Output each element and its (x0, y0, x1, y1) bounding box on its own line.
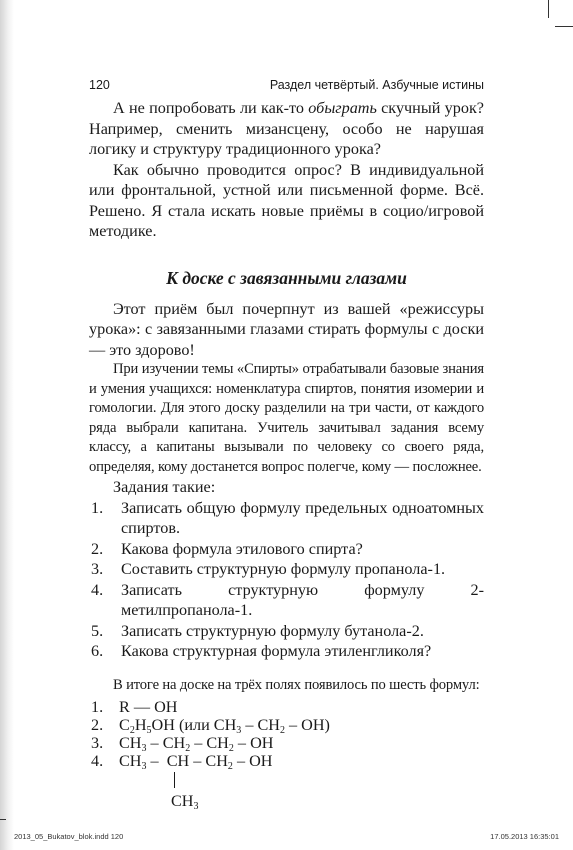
body-paragraph: При изучении темы «Спирты» отрабатывали базовые знания и умения учащихся: номенклатура спиртов, понятия изомерии и гомологии. Для этого доску разделили на три части, от каждого ряда выбрали капитана. Учитель зачитывал задания всему классу, а капитаны вызывали по человеку со своего ряда, определяя, кому достанется вопрос полегче, кому — посложнее. (89, 361, 484, 475)
intro-paragraph-2: Как обычно проводится опрос? В индивидуальной или фронтальной, устной или письменной форме. Всё. Решено. Я стала искать новые приёмы в социо/игровой методике. (89, 160, 484, 240)
crop-mark (0, 819, 6, 820)
list-item: 2. Какова формула этилового спирта? (91, 539, 363, 558)
quote-paragraph: Этот приём был почерпнут из вашей «режиссуры урока»: с завязанными глазами стирать формулы с доски — это здорово! (89, 299, 484, 359)
methyl-group: $CH_3$ (171, 792, 199, 812)
tasks-intro: Задания такие: (113, 478, 216, 496)
formula-3: 3. $CH_3 - CH_2 - CH_2$ – OH (91, 734, 274, 754)
intro-paragraph-1: А не попробовать ли как-то обыграть скучный урок? Например, сменить мизансцену, особо не нарушая логику и структуру традиционного урока? (89, 99, 484, 158)
file-name: 2013_05_Bukatov_blok.indd 120 (14, 832, 124, 841)
list-item: 4. Записать структурную формулу 2-метилпропанола-1. (91, 580, 484, 619)
list-item: 6. Какова структурная формула этиленгликоля? (91, 642, 432, 660)
emphasis: обыграть (308, 99, 377, 117)
list-item: 5. Записать структурную формулу бутанола-2. (91, 621, 424, 640)
print-datetime: 17.05.2013 16:35:01 (490, 832, 559, 841)
page-edge-shadow (0, 0, 14, 850)
formula-1: 1. R — OH (91, 698, 178, 716)
running-header (89, 78, 484, 96)
page-body (89, 98, 484, 812)
formula-2: 2. $C_2H_5OH$ (или $CH_3 - CH_2 - OH$) (91, 716, 330, 736)
result-paragraph: В итоге на доске на трёх полях появилось по шесть формул: (113, 676, 480, 693)
print-slug (14, 832, 559, 844)
page-number: 120 (89, 78, 110, 92)
crop-mark (548, 0, 549, 18)
formula-4: 4. $CH_3$ – CH – $CH_2$ – OH (91, 752, 273, 772)
formula-list (89, 698, 484, 812)
bond-line (174, 772, 175, 788)
list-item: 1. Записать общую формулу предельных одноатомных спиртов. (91, 498, 484, 537)
list-item: 3. Составить структурную формулу пропанола-1. (91, 560, 446, 578)
task-list (89, 498, 484, 662)
section-heading: К доске с завязанными глазами (166, 267, 407, 288)
formula-4-branch (89, 770, 484, 812)
section-title: Раздел четвёртый. Азбучные истины (269, 78, 484, 92)
crop-mark (555, 26, 573, 27)
